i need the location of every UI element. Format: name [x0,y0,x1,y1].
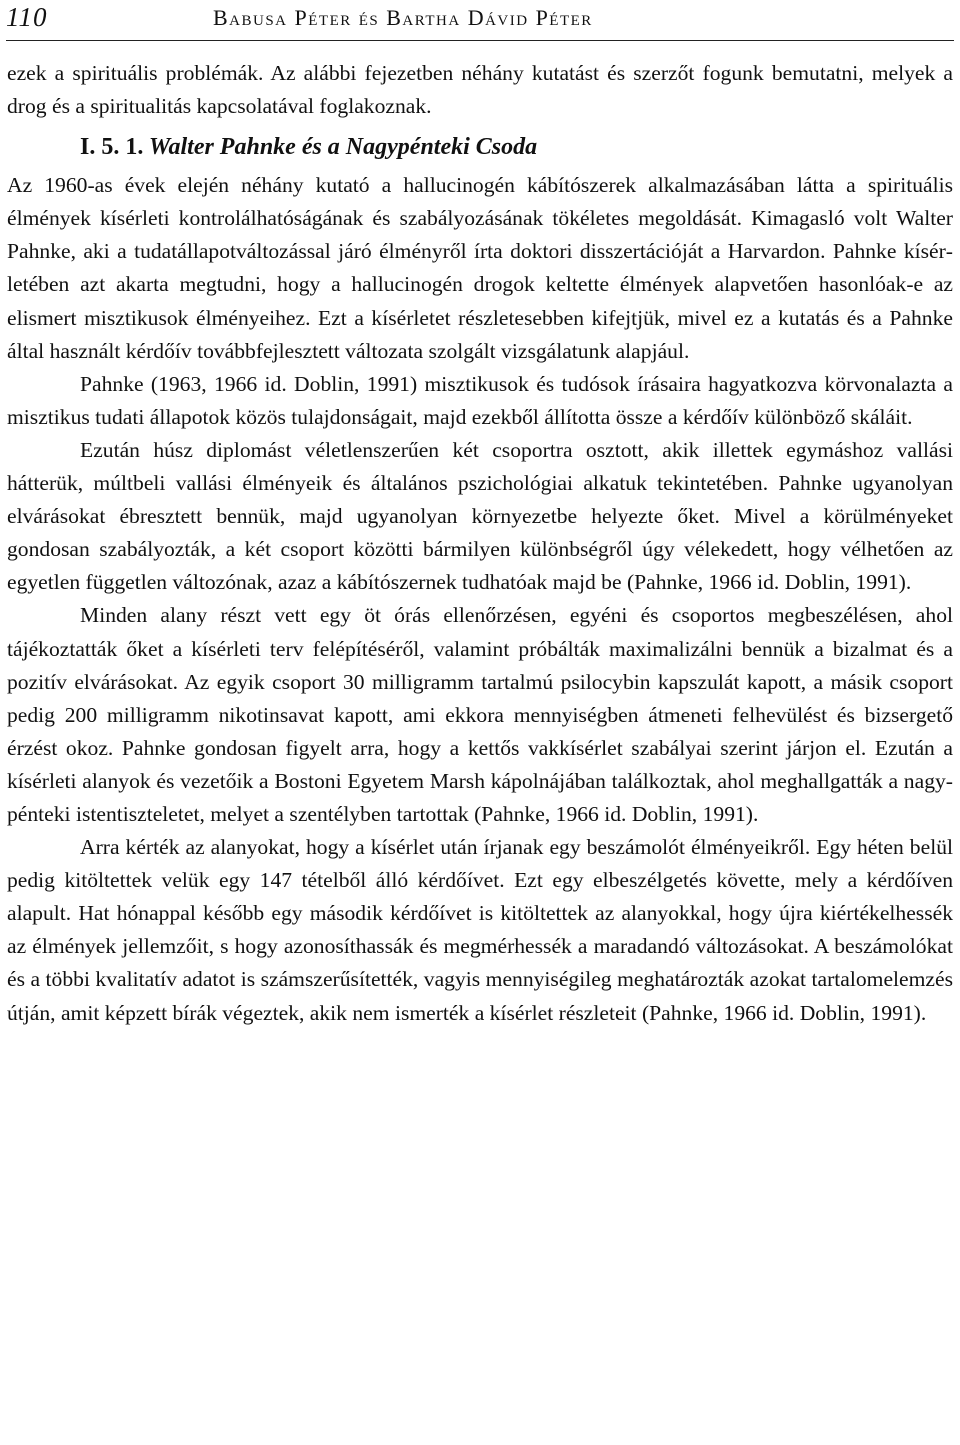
paragraph: Minden alany részt vett egy öt órás ellenőrzésen, egyéni és csoportos megbeszélésen, ahol tájékoztatták őket a kísérleti terv felépítéséről, valamint próbálták maximalizálni bennük a bizalmat és a pozitív elvárásokat. Az egyik csoport 30 milligramm tartalmú psilocybin kapszulát kapott, a másik csoport pedig 200 milligramm nikotinsavat kapott, ami ekkora mennyiségben átmeneti felhevülést és bizsergető érzést okoz. Pahnke gondosan figyelt arra, hogy a kettős vakkísérlet szabályai szerint járjon el. Ezután a kísérleti alanyok és vezetőik a Bostoni Egyetem Marsh kápolnájában találkoztak, ahol meghallgatták a nagypénteki istentiszteletet, melyet a szentélyben tartottak (Pahnke, 1966 id. Doblin, 1991). [7,603,953,826]
page-number: 110 [6,2,48,32]
paragraph: Arra kérték az alanyokat, hogy a kísérlet után írjanak egy beszámolót élményeikről. Egy héten belül pedig kitöltettek velük egy 147 tételből álló kérdőívet. Ezt egy elbeszélgetés követte, mely a kérdőíven alapult. Hat hónappal később egy második kérdőívet is kitöltettek az alanyokkal, hogy újra kiértékelhessék az élmények jellemzőit, s hogy azonosíthassák és megmérhessék a maradandó változásokat. A beszámolókat és a többi kvalitatív adatot is számszerűsítették, vagyis mennyiségileg meghatározták azokat tartalomelemzés útján, amit képzett bírák végeztek, akik nem ismerték a kísérlet részleteit (Pahnke, 1966 id. Doblin, 1991). [7,835,953,1025]
header-authors: Babusa Péter és Bartha Dávid Péter [213,5,593,30]
section-title: Walter Pahnke és a Nagypénteki Csoda [148,134,538,161]
page-content [7,57,953,1030]
section-heading [80,129,953,165]
paragraph: Ezután húsz diplomást véletlenszerűen két csoportra osztott, akik illettek egymáshoz vallási hátterük, múltbeli vallási élményeik és általános pszichológiai alkatuk tekintetében. Pahnke ugyanolyan elvárásokat ébresztett bennük, majd ugyanolyan környezetbe helyezte őket. Mivel a körülményeket gondosan szabályozták, a két csoport közötti bármilyen különbségről úgy vélekedett, hogy vélhetően az egyetlen független változónak, azaz a kábítószernek tudhatóak majd be (Pahnke, 1966 id. Doblin, 1991). [7,437,953,595]
running-header [6,0,954,41]
section-number: I. 5. 1. [80,134,144,161]
paragraph: Az 1960-as évek elején néhány kutató a hallucinogén kábítószerek alkalmazásában látta a spirituális élmények kísérleti kontrolálhatóságának és szabályozásának tökéletes megoldását. Kimagasló volt Walter Pahnke, aki a tudatállapotváltozással járó élményről írta doktori disszertációját a Harvardon. Pahnke kísérletében azt akarta megtudni, hogy a hallucinogén drogok keltette élmények alapvetően hasonlóak-e az elismert misztikusok élményeihez. Ezt a kísérletet részletesebben kifejtjük, mivel ez a kutatás és a Pahnke által használt kérdőív továbbfejlesztett változata szolgált vizsgálatunk alapjául. [7,173,953,363]
paragraph: Pahnke (1963, 1966 id. Doblin, 1991) misztikusok és tudósok írásaira hagyatkozva körvonalazta a misztikus tudati állapotok közös tulajdonságait, majd ezekből állította össze a kérdőív különböző skáláit. [7,371,953,429]
paragraph-continued: ezek a spirituális problémák. Az alábbi fejezetben néhány kutatást és szerzőt fogunk bemutatni, melyek a drog és a spiritualitás kapcsolatával foglakoznak. [7,61,953,119]
